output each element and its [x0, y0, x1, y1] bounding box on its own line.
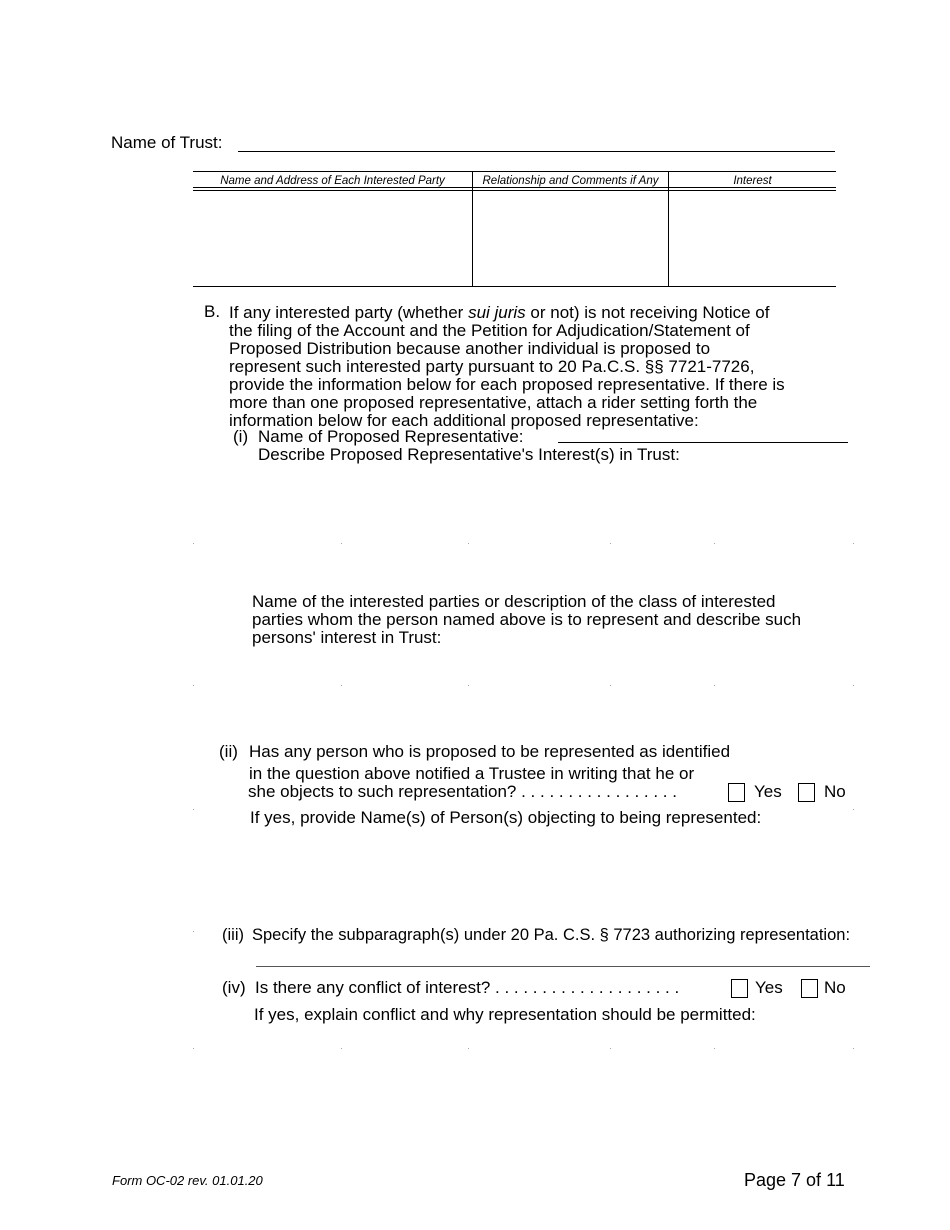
q1-parties-field[interactable]	[252, 652, 852, 682]
table-header-relationship: Relationship and Comments if Any	[482, 175, 659, 187]
page-number: Page 7 of 11	[744, 1170, 845, 1190]
table-bottom-border	[193, 286, 836, 287]
q1-number: (i)	[233, 427, 249, 446]
q2-yes-checkbox[interactable]	[728, 783, 745, 802]
table-col-divider-1	[472, 172, 473, 287]
section-b-line: the filing of the Account and the Petition for Adjudication/Statement of	[229, 321, 750, 340]
trust-name-field[interactable]	[238, 151, 835, 152]
form-id: Form OC-02 rev. 01.01.20	[112, 1173, 263, 1188]
section-b-line: more than one proposed representative, attach a rider setting forth the	[229, 393, 758, 412]
q2-no-label: No	[824, 782, 846, 801]
q2-question-line-3: she objects to such representation? . . . . . . . . . . . . . . . . .	[248, 782, 677, 801]
q1-name-field[interactable]	[558, 442, 848, 443]
q4-yes-label: Yes	[755, 978, 783, 997]
q1-interest-field[interactable]	[258, 470, 853, 540]
table-col-divider-2	[668, 172, 669, 287]
trust-name-label: Name of Trust:	[111, 133, 223, 152]
q4-text: Is there any conflict of interest? . . . . . . . . . . . . . . . . . . . .	[255, 978, 680, 997]
table-header-interest: Interest	[733, 175, 772, 187]
section-b-line-1: If any interested party (whether sui juris or not) is not receiving Notice of	[229, 303, 770, 322]
q3-text: Specify the subparagraph(s) under 20 Pa. C.S. § 7723 authorizing representation:	[252, 926, 851, 944]
table-cell-name-address[interactable]	[194, 192, 471, 285]
table-cell-interest[interactable]	[670, 192, 835, 285]
q2-question: Has any person who is proposed to be represented as identified in the question above notified a Trustee in writing that he or	[249, 742, 731, 783]
q3-field[interactable]	[256, 966, 870, 967]
table-header-rule-2	[193, 190, 836, 191]
q4-number: (iv)	[222, 978, 246, 997]
section-b-line: information below for each additional proposed representative:	[229, 411, 699, 430]
q2-number: (ii)	[219, 742, 238, 761]
section-b-label: B.	[204, 302, 221, 321]
q1-parties-label: Name of the interested parties or description of the class of interested parties whom the person named above is to represent and describe such persons' interest in Trust:	[252, 592, 802, 647]
q4-yes-checkbox[interactable]	[731, 979, 748, 998]
q2-followup-field[interactable]	[250, 833, 850, 913]
q3-number: (iii)	[222, 926, 244, 944]
table-header-name-address: Name and Address of Each Interested Party	[220, 175, 445, 187]
q4-no-checkbox[interactable]	[801, 979, 818, 998]
section-b-line: represent such interested party pursuant to 20 Pa.C.S. §§ 7721-7726,	[229, 357, 755, 376]
section-b-line: provide the information below for each proposed representative. If there is	[229, 375, 785, 394]
section-b-line: Proposed Distribution because another individual is proposed to	[229, 339, 711, 358]
q2-yes-label: Yes	[754, 782, 782, 801]
q1-interest-label: Describe Proposed Representative's Interest(s) in Trust:	[258, 445, 680, 464]
q1-name-label: Name of Proposed Representative:	[258, 427, 524, 446]
q2-followup-label: If yes, provide Name(s) of Person(s) objecting to being represented:	[250, 808, 762, 827]
table-top-border	[193, 171, 836, 172]
q2-no-checkbox[interactable]	[798, 783, 815, 802]
table-cell-relationship[interactable]	[474, 192, 667, 285]
q4-followup-field[interactable]	[254, 1028, 854, 1048]
section-b-paragraph	[229, 304, 869, 430]
q4-no-label: No	[824, 978, 846, 997]
q4-followup-label: If yes, explain conflict and why representation should be permitted:	[254, 1005, 756, 1024]
